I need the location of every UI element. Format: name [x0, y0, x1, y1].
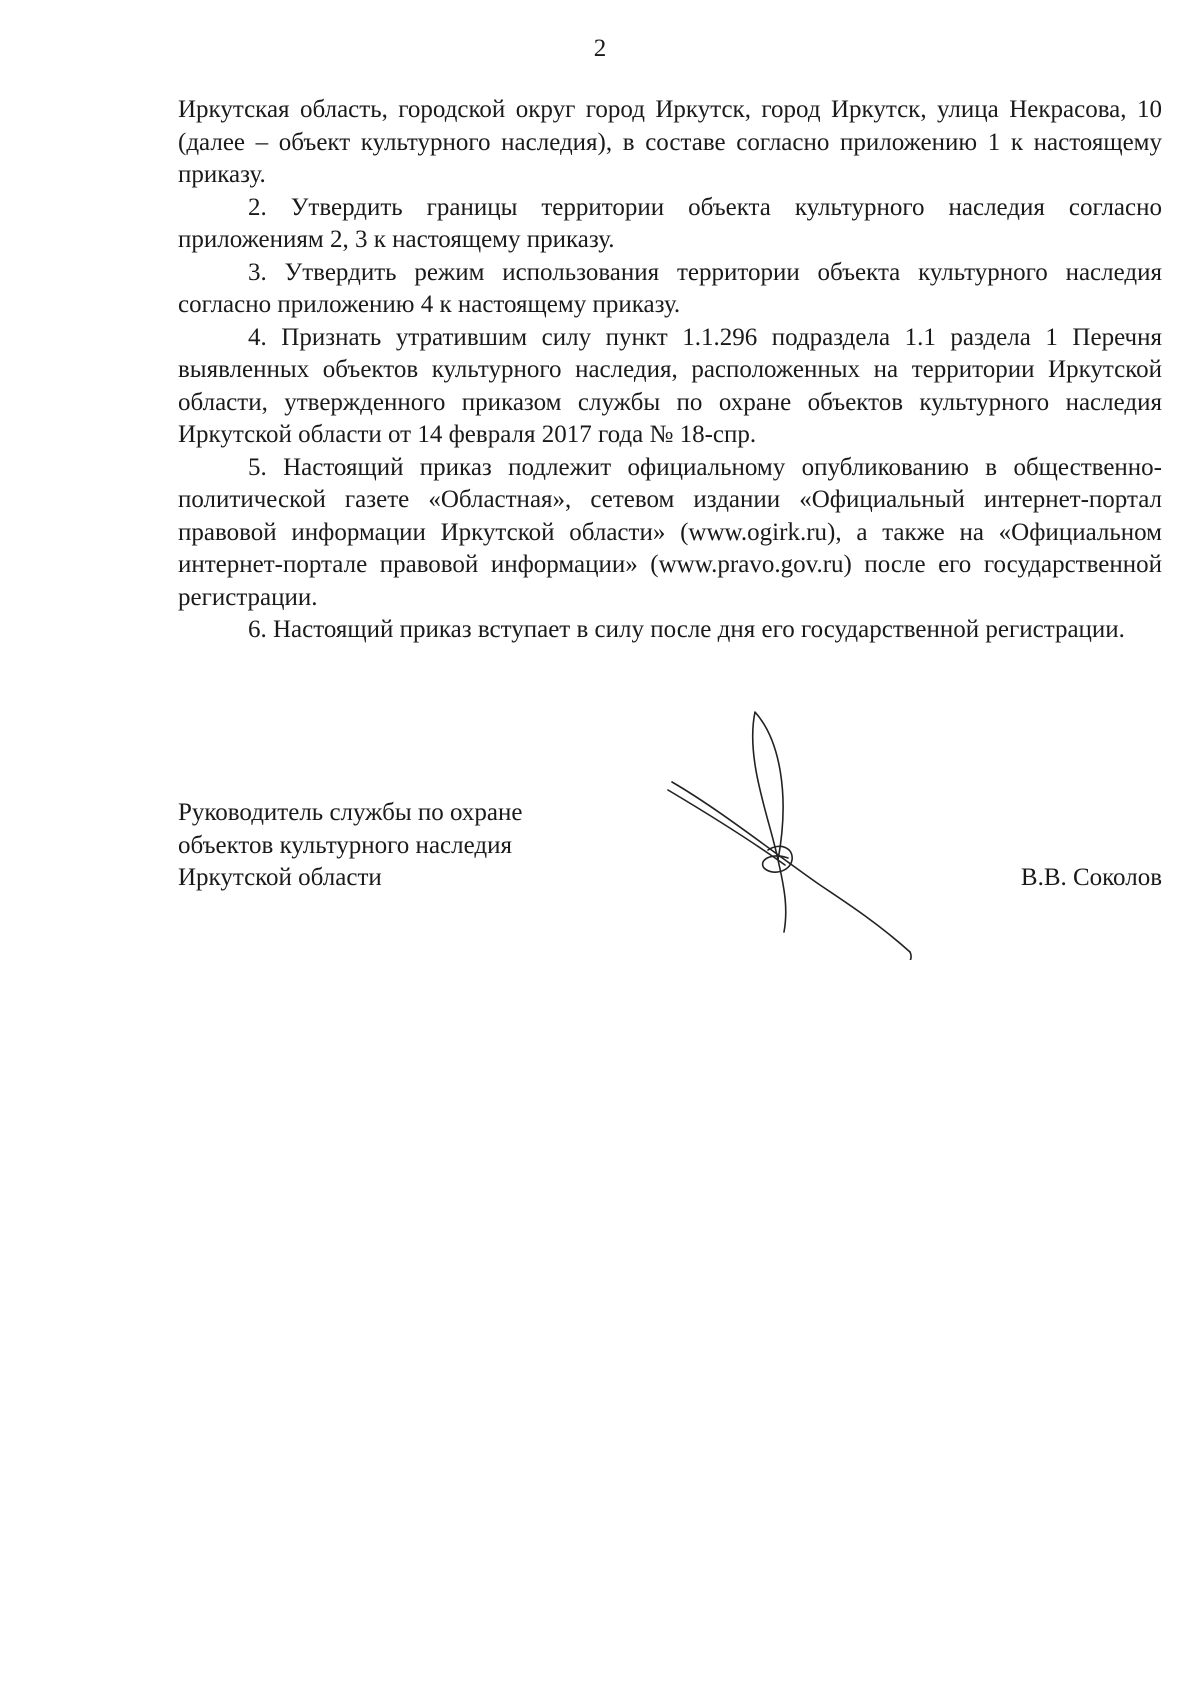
paragraph-6: 6. Настоящий приказ вступает в силу после дня его государственной регистрации. [248, 616, 1125, 643]
page-number: 2 [593, 35, 607, 62]
paragraph-2: 2. Утвердить границы территории объекта культурного наследия согласно приложениям 2, 3 к настоящему приказу. [178, 193, 1162, 253]
paragraph-5: 5. Настоящий приказ подлежит официальному опубликованию в общественно-политической газете «Областная», сетевом издании «Официальный интернет-портал правовой информации Иркутской области» (www.ogirk.ru), а также на «Официальном интернет-портале правовой информации» (www.pravo.gov.ru) после его государственной регистрации. [178, 453, 1162, 611]
signatory-position-line: Руководитель службы по охране [178, 799, 523, 826]
handwritten-signature [660, 700, 930, 960]
document-body [178, 94, 1162, 647]
signatory-position-line: Иркутской области [178, 864, 382, 891]
signatory-position-line: объектов культурного наследия [178, 831, 512, 859]
paragraph-4: 4. Признать утратившим силу пункт 1.1.296 подраздела 1.1 раздела 1 Перечня выявленных объектов культурного наследия, расположенных на территории Иркутской области, утвержденного приказом службы по охране объектов культурного наследия Иркутской области от 14 февраля 2017 года № 18-спр. [178, 323, 1162, 448]
paragraph-3: 3. Утвердить режим использования территории объекта культурного наследия согласно приложению 4 к настоящему приказу. [178, 258, 1162, 318]
signatory-name: В.В. Соколов [1020, 864, 1162, 891]
signatory-position [178, 797, 658, 895]
paragraph-1: Иркутская область, городской округ город Иркутск, город Иркутск, улица Некрасова, 10 (далее – объект культурного наследия), в составе согласно приложению 1 к настоящему приказу. [178, 96, 1162, 188]
